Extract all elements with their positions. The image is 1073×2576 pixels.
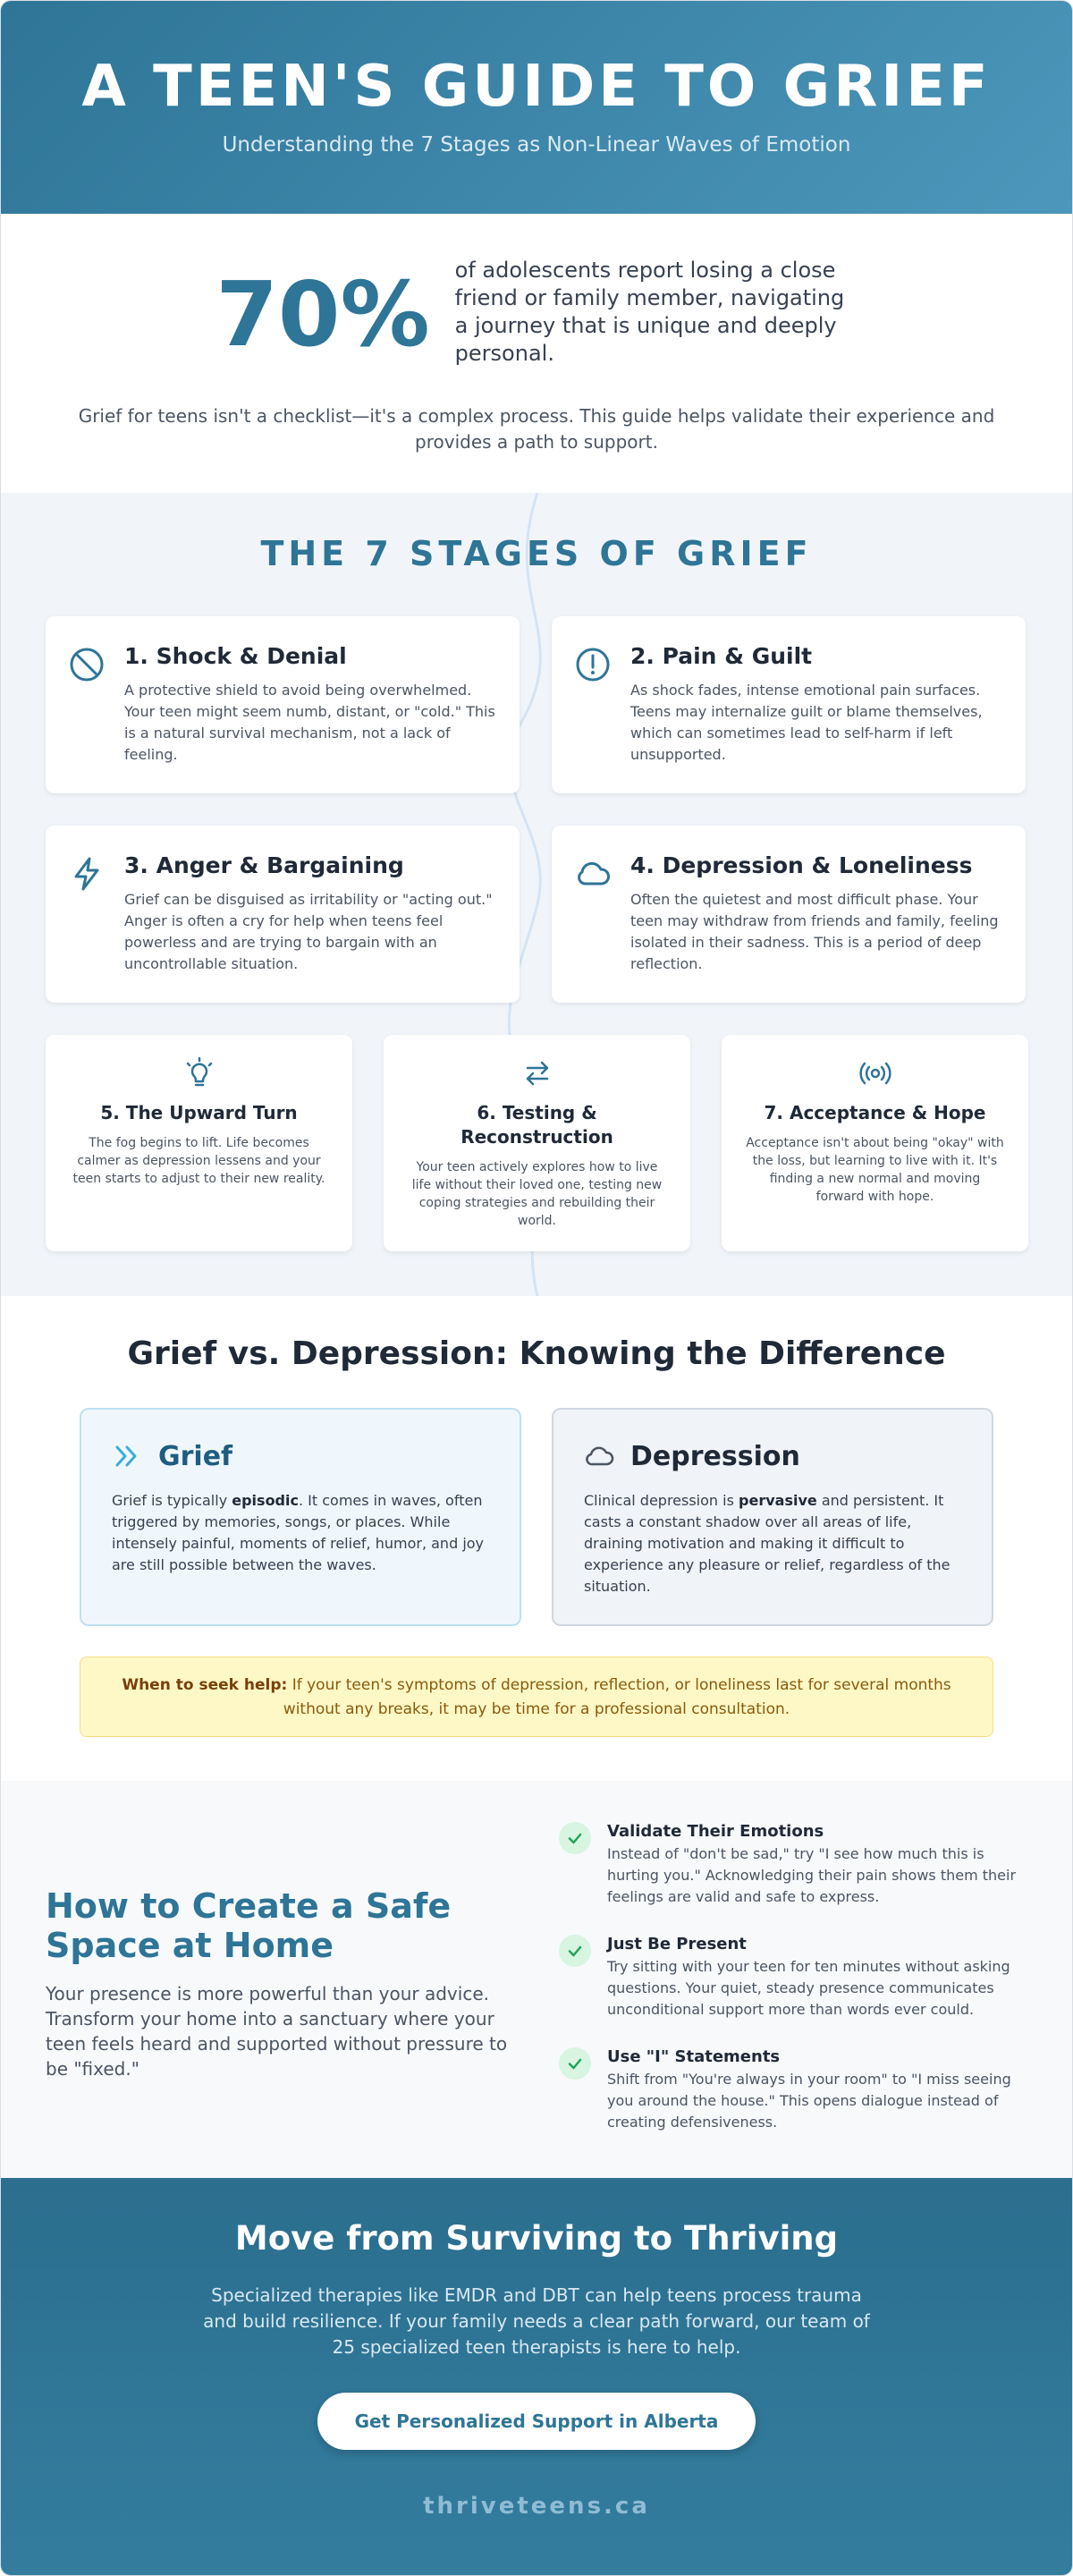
depression-text: Clinical depression is pervasive and persistent. It casts a constant shadow over all areas of life, draining motivation and making it difficult to experience any pleasure or relief, regardless of the situation. [584,1492,950,1595]
stage-title: 7. Acceptance & Hope [764,1102,986,1123]
grief-title: Grief [158,1440,233,1472]
tip-item [559,2047,1024,2133]
stage-card-1 [46,616,520,793]
stage-card-3 [46,826,520,1003]
tip-item [559,1822,1024,1908]
double-chevron-right-icon [112,1440,144,1472]
stage-card-7 [722,1035,1028,1251]
stage-card-5 [46,1035,352,1251]
stage-card-6 [384,1035,690,1251]
stage-title: 1. Shock & Denial [124,643,347,669]
stage-text: As shock fades, intense emotional pain surfaces. Teens may internalize guilt or blame themselves, which can sometimes lead to self-harm if left unsupported. [630,682,983,763]
check-icon [559,2047,591,2080]
stages-title: THE 7 STAGES OF GRIEF [260,534,813,573]
page-title: A TEEN'S GUIDE TO GRIEF [81,54,992,120]
stage-text: Grief can be disguised as irritability or "acting out." Anger is often a cry for help when teens feel powerless and are trying to bargain with an uncontrollable situation. [124,891,493,972]
safe-space-title: How to Create a Safe Space at Home [46,1886,452,1965]
arrows-exchange-icon [520,1056,554,1090]
tip-text: Try sitting with your teen for ten minutes without asking questions. Your quiet, steady presence communicates unconditional support more than words ever could. [607,1958,1010,2018]
compare-title: Grief vs. Depression: Knowing the Difference [127,1335,946,1372]
check-icon [559,1935,591,1967]
site-domain-link[interactable]: thriveteens.ca [423,2493,650,2520]
tip-item [559,1935,1024,2021]
tip-text: Shift from "You're always in your room" to "I miss seeing you around the house." This opens dialogue instead of creating defensiveness. [607,2071,1011,2131]
stage-text: A protective shield to avoid being overwhelmed. Your teen might seem numb, distant, or "cold." This is a natural survival mechanism, not a lack of feeling. [124,682,495,763]
stage-text: The fog begins to lift. Life becomes calmer as depression lessens and your teen starts to adjust to their new reality. [72,1136,325,1186]
stage-card-4 [552,826,1026,1003]
stage-title: 2. Pain & Guilt [630,643,813,669]
stage-text: Your teen actively explores how to live life without their loved one, testing new coping strategies and rebuilding their world. [411,1160,663,1228]
ban-icon [67,645,106,684]
safe-space-section [1,1781,1072,2178]
stat-block [1,257,1072,368]
cloud-icon [573,854,613,894]
alert-circle-icon [573,645,613,684]
cta-title: Move from Surviving to Thriving [234,2219,839,2258]
cta-section [1,2178,1072,2576]
get-support-button[interactable]: Get Personalized Support in Alberta [317,2393,756,2450]
grief-card [80,1408,521,1626]
stage-title: 3. Anger & Bargaining [124,852,404,878]
lightning-icon [67,854,106,894]
stage-title: 5. The Upward Turn [100,1102,298,1123]
safe-space-text: Your presence is more powerful than your advice. Transform your home into a sanctuary where your teen feels heard and supported without pressure to be "fixed." [46,1983,508,2080]
seek-help-callout: When to seek help: If your teen's symptoms of depression, reflection, or loneliness last for several months without any breaks, it may be time for a professional consultation. [80,1657,993,1737]
cta-text: Specialized therapies like EMDR and DBT can help teens process trauma and build resilience. If your family needs a clear path forward, our team of 25 specialized teen therapists is here to help. [203,2284,870,2358]
intro-section [1,214,1072,493]
stage-card-2 [552,616,1026,793]
tip-text: Instead of "don't be sad," try "I see how much this is hurting you." Acknowledging their pain shows them their feelings are valid and safe to express. [607,1845,1017,1905]
intro-description: Grief for teens isn't a checklist—it's a complex process. This guide helps validate their experience and provides a path to support. [78,405,995,453]
tip-title: Validate Their Emotions [607,1822,824,1841]
cloud-icon [584,1440,616,1472]
grief-text: Grief is typically episodic. It comes in waves, often triggered by memories, songs, or places. While intensely painful, moments of relief, humor, and joy are still possible between the waves. [112,1492,485,1573]
tips-list [559,1822,1024,2160]
tip-title: Just Be Present [607,1935,747,1953]
page-subtitle: Understanding the 7 Stages as Non-Linear Waves of Emotion [222,133,851,157]
stage-text: Often the quietest and most difficult phase. Your teen may withdraw from friends and family, feeling isolated in their sadness. This is a period of deep reflection. [630,891,999,972]
stage-text: Acceptance isn't about being "okay" with the loss, but learning to live with it. It's finding a new normal and moving forward with hope. [746,1136,1004,1204]
stages-section [1,493,1072,1296]
stage-title: 4. Depression & Loneliness [630,852,973,878]
depression-card [552,1408,993,1626]
stat-text: of adolescents report losing a close friend or family member, navigating a journey that is unique and deeply personal. [454,258,845,366]
broadcast-icon [858,1056,892,1090]
header-banner [1,1,1072,214]
check-icon [559,1822,591,1854]
tip-title: Use "I" Statements [607,2047,781,2066]
stage-title: 6. Testing & Reconstruction [460,1102,613,1148]
stat-value: 70% [215,262,430,367]
lightbulb-icon [182,1056,216,1090]
compare-row [1,1408,1072,1626]
compare-section [1,1296,1072,1781]
depression-title: Depression [630,1440,800,1472]
